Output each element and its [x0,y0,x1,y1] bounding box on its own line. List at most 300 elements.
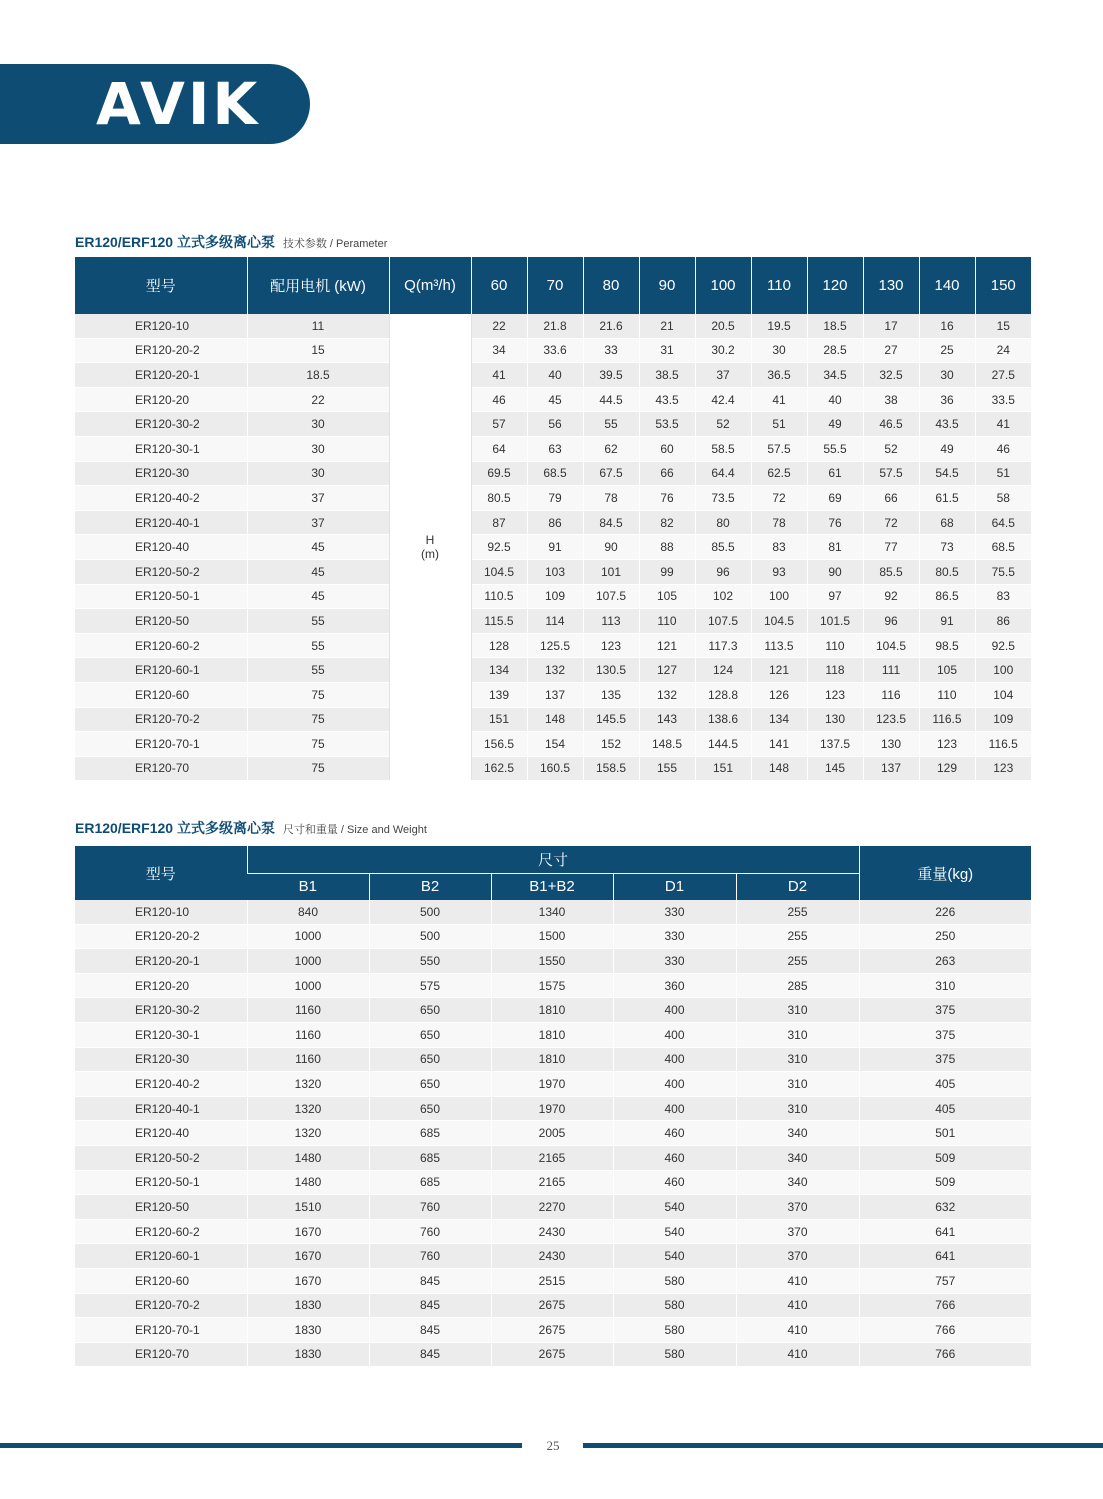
dimension-cell: 410 [736,1268,859,1293]
dimension-cell: 2675 [491,1293,613,1318]
dimension-cell: 1160 [247,1022,369,1047]
model-cell: ER120-70-1 [75,732,247,757]
model-cell: ER120-60 [75,682,247,707]
motor-cell: 45 [247,535,389,560]
header-model: 型号 [75,846,247,900]
head-value-cell: 132 [639,682,695,707]
head-value-cell: 81 [807,535,863,560]
head-value-cell: 96 [695,559,751,584]
weight-cell: 766 [859,1318,1031,1343]
dimension-cell: 760 [369,1244,491,1269]
head-value-cell: 76 [639,486,695,511]
motor-cell: 75 [247,682,389,707]
brand-logo [0,64,310,144]
dimension-cell: 330 [613,900,736,924]
head-value-cell: 64.4 [695,461,751,486]
header-flow-120: 120 [807,257,863,314]
model-cell: ER120-20-1 [75,949,247,974]
head-value-cell: 137.5 [807,732,863,757]
head-value-cell: 92.5 [975,633,1031,658]
dimension-cell: 580 [613,1293,736,1318]
head-value-cell: 156.5 [471,732,527,757]
header-flow-80: 80 [583,257,639,314]
dimension-cell: 845 [369,1268,491,1293]
model-cell: ER120-70-1 [75,1318,247,1343]
head-value-cell: 44.5 [583,387,639,412]
model-cell: ER120-60 [75,1268,247,1293]
model-cell: ER120-40 [75,535,247,560]
head-value-cell: 145.5 [583,707,639,732]
motor-cell: 30 [247,461,389,486]
head-value-cell: 100 [751,584,807,609]
head-value-cell: 110 [919,682,975,707]
head-value-cell: 127 [639,658,695,683]
dimension-cell: 1575 [491,973,613,998]
dimension-cell: 255 [736,900,859,924]
dimension-cell: 310 [736,1047,859,1072]
dimension-cell: 540 [613,1219,736,1244]
head-value-cell: 73.5 [695,486,751,511]
head-value-cell: 64 [471,436,527,461]
dimension-cell: 845 [369,1342,491,1367]
footer-line-left [0,1443,522,1448]
head-value-cell: 116 [863,682,919,707]
head-value-cell: 66 [863,486,919,511]
head-value-cell: 116.5 [975,732,1031,757]
head-value-cell: 61.5 [919,486,975,511]
model-cell: ER120-70-2 [75,707,247,732]
motor-cell: 75 [247,756,389,781]
head-value-cell: 20.5 [695,314,751,338]
dimension-cell: 255 [736,949,859,974]
header-flow-110: 110 [751,257,807,314]
model-cell: ER120-30-2 [75,412,247,437]
table-row [75,1219,1031,1244]
brand-name: AVIK [96,70,261,138]
head-value-cell: 32.5 [863,363,919,388]
weight-cell: 375 [859,998,1031,1023]
head-value-cell: 66 [639,461,695,486]
model-cell: ER120-30 [75,1047,247,1072]
table-row [75,412,1031,437]
head-value-cell: 154 [527,732,583,757]
head-value-cell: 80.5 [471,486,527,511]
motor-cell: 18.5 [247,363,389,388]
head-value-cell: 111 [863,658,919,683]
head-value-cell: 21.8 [527,314,583,338]
head-unit: (m) [421,547,439,562]
dimension-cell: 2165 [491,1170,613,1195]
head-value-cell: 121 [639,633,695,658]
dimension-cell: 760 [369,1219,491,1244]
head-value-cell: 34.5 [807,363,863,388]
dimension-cell: 1810 [491,1022,613,1047]
header-flow-100: 100 [695,257,751,314]
dimension-cell: 410 [736,1293,859,1318]
head-value-cell: 144.5 [695,732,751,757]
dimension-cell: 1320 [247,1121,369,1146]
dimension-cell: 1320 [247,1072,369,1097]
section-title-main: ER120/ERF120 立式多级离心泵 [75,234,275,250]
head-value-cell: 64.5 [975,510,1031,535]
head-value-cell: 22 [471,314,527,338]
model-cell: ER120-50-2 [75,559,247,584]
head-value-cell: 148.5 [639,732,695,757]
header-flow-90: 90 [639,257,695,314]
table-row [75,949,1031,974]
model-cell: ER120-70-2 [75,1293,247,1318]
table-row [75,682,1031,707]
dimension-cell: 1320 [247,1096,369,1121]
table-row [75,900,1031,924]
head-value-cell: 160.5 [527,756,583,781]
header-size: 尺寸 [247,846,859,873]
dimension-cell: 650 [369,1022,491,1047]
head-value-cell: 57.5 [751,436,807,461]
head-value-cell: 118 [807,658,863,683]
head-value-cell: 77 [863,535,919,560]
model-cell: ER120-60-2 [75,1219,247,1244]
head-value-cell: 83 [975,584,1031,609]
head-value-cell: 82 [639,510,695,535]
head-value-cell: 148 [751,756,807,781]
dimension-cell: 840 [247,900,369,924]
head-value-cell: 93 [751,559,807,584]
head-value-cell: 80.5 [919,559,975,584]
table-row [75,998,1031,1023]
head-value-cell: 109 [975,707,1031,732]
table-row [75,338,1031,363]
weight-cell: 509 [859,1145,1031,1170]
dimension-cell: 650 [369,998,491,1023]
header-dim-b1-plus-b2: B1+B2 [491,873,613,900]
weight-cell: 766 [859,1342,1031,1367]
head-value-cell: 72 [751,486,807,511]
model-cell: ER120-30-2 [75,998,247,1023]
head-value-cell: 51 [751,412,807,437]
weight-cell: 632 [859,1195,1031,1220]
head-value-cell: 103 [527,559,583,584]
dimension-cell: 500 [369,924,491,949]
head-value-cell: 151 [695,756,751,781]
model-cell: ER120-50-1 [75,584,247,609]
dimension-cell: 400 [613,1047,736,1072]
motor-cell: 37 [247,510,389,535]
head-value-cell: 57 [471,412,527,437]
motor-cell: 55 [247,633,389,658]
head-value-cell: 46 [975,436,1031,461]
head-value-cell: 43.5 [639,387,695,412]
head-value-cell: 33 [583,338,639,363]
table-row [75,314,1031,338]
header-dim-d1: D1 [613,873,736,900]
head-value-cell: 97 [807,584,863,609]
table-row [75,924,1031,949]
dimension-cell: 1830 [247,1318,369,1343]
dimension-cell: 400 [613,1022,736,1047]
model-cell: ER120-40-1 [75,510,247,535]
head-value-cell: 128 [471,633,527,658]
head-value-cell: 104.5 [863,633,919,658]
dimension-cell: 1000 [247,949,369,974]
dimension-cell: 685 [369,1170,491,1195]
head-value-cell: 91 [919,609,975,634]
motor-cell: 22 [247,387,389,412]
head-value-cell: 116.5 [919,707,975,732]
head-value-cell: 62.5 [751,461,807,486]
dimension-cell: 1810 [491,1047,613,1072]
table-row [75,486,1031,511]
dimension-cell: 650 [369,1096,491,1121]
head-value-cell: 113.5 [751,633,807,658]
dimension-cell: 330 [613,924,736,949]
table-row [75,609,1031,634]
motor-cell: 55 [247,609,389,634]
dimension-cell: 1670 [247,1268,369,1293]
head-value-cell: 101.5 [807,609,863,634]
table-row [75,1096,1031,1121]
dimension-cell: 2430 [491,1219,613,1244]
dimension-cell: 2270 [491,1195,613,1220]
model-cell: ER120-40-2 [75,1072,247,1097]
head-value-cell: 100 [975,658,1031,683]
dimension-cell: 310 [736,1022,859,1047]
head-value-cell: 80 [695,510,751,535]
dimension-cell: 410 [736,1318,859,1343]
head-value-cell: 98.5 [919,633,975,658]
head-value-cell: 56 [527,412,583,437]
head-value-cell: 52 [695,412,751,437]
table-row [75,1342,1031,1367]
head-value-cell: 18.5 [807,314,863,338]
head-value-cell: 130 [807,707,863,732]
header-flow-150: 150 [975,257,1031,314]
head-value-cell: 141 [751,732,807,757]
model-cell: ER120-40-1 [75,1096,247,1121]
dimension-cell: 580 [613,1318,736,1343]
table-row [75,1244,1031,1269]
motor-cell: 30 [247,436,389,461]
dimension-cell: 310 [736,998,859,1023]
head-value-cell: 123.5 [863,707,919,732]
weight-cell: 405 [859,1096,1031,1121]
motor-cell: 75 [247,707,389,732]
dimension-cell: 1160 [247,1047,369,1072]
model-cell: ER120-50 [75,609,247,634]
head-value-cell: 24 [975,338,1031,363]
table-row [75,1195,1031,1220]
model-cell: ER120-20 [75,387,247,412]
dimension-cell: 460 [613,1170,736,1195]
head-value-cell: 25 [919,338,975,363]
head-value-cell: 90 [807,559,863,584]
dimension-cell: 2430 [491,1244,613,1269]
head-value-cell: 132 [527,658,583,683]
section-title-sub: 技术参数 / Perameter [282,238,388,250]
model-cell: ER120-20-2 [75,338,247,363]
head-value-cell: 46 [471,387,527,412]
head-value-cell: 101 [583,559,639,584]
head-value-cell: 34 [471,338,527,363]
dimension-cell: 550 [369,949,491,974]
head-value-cell: 99 [639,559,695,584]
dimension-cell: 580 [613,1342,736,1367]
table-row [75,707,1031,732]
dimension-cell: 1970 [491,1096,613,1121]
head-value-cell: 143 [639,707,695,732]
weight-cell: 641 [859,1219,1031,1244]
head-value-cell: 86 [975,609,1031,634]
head-value-cell: 51 [975,461,1031,486]
head-value-cell: 123 [583,633,639,658]
dimension-cell: 650 [369,1047,491,1072]
head-value-cell: 88 [639,535,695,560]
head-value-cell: 78 [583,486,639,511]
dimension-cell: 845 [369,1293,491,1318]
head-value-cell: 76 [807,510,863,535]
table-row [75,535,1031,560]
head-value-cell: 31 [639,338,695,363]
head-value-cell: 33.6 [527,338,583,363]
table-row [75,756,1031,781]
head-value-cell: 110.5 [471,584,527,609]
dimension-cell: 2675 [491,1342,613,1367]
head-value-cell: 151 [471,707,527,732]
head-value-cell: 63 [527,436,583,461]
head-value-cell: 86.5 [919,584,975,609]
table-row [75,559,1031,584]
head-value-cell: 46.5 [863,412,919,437]
table-row [75,658,1031,683]
table-row [75,1268,1031,1293]
table-row [75,1121,1031,1146]
weight-cell: 226 [859,900,1031,924]
dimension-cell: 1810 [491,998,613,1023]
motor-cell: 45 [247,584,389,609]
head-value-cell: 41 [751,387,807,412]
dimension-cell: 1830 [247,1342,369,1367]
head-value-cell: 53.5 [639,412,695,437]
head-value-cell: 73 [919,535,975,560]
motor-cell: 15 [247,338,389,363]
head-value-cell: 52 [863,436,919,461]
dimension-cell: 1480 [247,1170,369,1195]
weight-cell: 641 [859,1244,1031,1269]
weight-cell: 310 [859,973,1031,998]
model-cell: ER120-60-1 [75,1244,247,1269]
head-value-cell: 110 [639,609,695,634]
header-flow-60: 60 [471,257,527,314]
model-cell: ER120-70 [75,1342,247,1367]
dimension-cell: 685 [369,1145,491,1170]
head-value-cell: 134 [471,658,527,683]
model-cell: ER120-30-1 [75,1022,247,1047]
head-value-cell: 17 [863,314,919,338]
head-value-cell: 105 [919,658,975,683]
dimension-cell: 575 [369,973,491,998]
dimension-cell: 650 [369,1072,491,1097]
head-value-cell: 75.5 [975,559,1031,584]
size-weight-table [75,846,1031,1367]
dimension-cell: 685 [369,1121,491,1146]
head-value-cell: 27.5 [975,363,1031,388]
table-row [75,1293,1031,1318]
weight-cell: 501 [859,1121,1031,1146]
head-value-cell: 68.5 [527,461,583,486]
motor-cell: 45 [247,559,389,584]
dimension-cell: 1500 [491,924,613,949]
dimension-cell: 580 [613,1268,736,1293]
dimension-cell: 760 [369,1195,491,1220]
model-cell: ER120-10 [75,900,247,924]
head-value-cell: 139 [471,682,527,707]
model-cell: ER120-20-1 [75,363,247,388]
table-row [75,584,1031,609]
motor-cell: 30 [247,412,389,437]
dimension-cell: 410 [736,1342,859,1367]
head-value-cell: 60 [639,436,695,461]
table-row [75,973,1031,998]
head-value-cell: 21.6 [583,314,639,338]
section-title-sub: 尺寸和重量 / Size and Weight [282,824,427,836]
table-row [75,1072,1031,1097]
head-value-cell: 49 [807,412,863,437]
head-value-cell: 121 [751,658,807,683]
dimension-cell: 285 [736,973,859,998]
dimension-cell: 460 [613,1121,736,1146]
head-value-cell: 91 [527,535,583,560]
dimension-cell: 1000 [247,973,369,998]
head-value-cell: 137 [527,682,583,707]
head-value-cell: 128.8 [695,682,751,707]
section-title-size-weight [75,818,427,838]
head-value-cell: 125.5 [527,633,583,658]
dimension-cell: 1830 [247,1293,369,1318]
head-value-cell: 30.2 [695,338,751,363]
head-value-cell: 152 [583,732,639,757]
motor-cell: 55 [247,658,389,683]
head-value-cell: 21 [639,314,695,338]
table-row [75,1022,1031,1047]
head-value-cell: 110 [807,633,863,658]
dimension-cell: 1510 [247,1195,369,1220]
parameter-table [75,257,1031,781]
head-value-cell: 41 [471,363,527,388]
model-cell: ER120-30-1 [75,436,247,461]
dimension-cell: 370 [736,1219,859,1244]
head-value-cell: 36.5 [751,363,807,388]
dimension-cell: 540 [613,1195,736,1220]
weight-cell: 509 [859,1170,1031,1195]
table-row [75,1047,1031,1072]
head-value-cell: 69 [807,486,863,511]
model-cell: ER120-10 [75,314,247,338]
header-weight: 重量(kg) [859,846,1031,900]
head-value-cell: 67.5 [583,461,639,486]
head-value-cell: 129 [919,756,975,781]
head-value-cell: 123 [975,756,1031,781]
head-value-cell: 102 [695,584,751,609]
header-flow-140: 140 [919,257,975,314]
table-row [75,1145,1031,1170]
header-flow-130: 130 [863,257,919,314]
head-value-cell: 155 [639,756,695,781]
head-value-cell: 61 [807,461,863,486]
head-value-cell: 33.5 [975,387,1031,412]
table-row [75,1170,1031,1195]
head-value-cell: 107.5 [695,609,751,634]
head-value-cell: 83 [751,535,807,560]
